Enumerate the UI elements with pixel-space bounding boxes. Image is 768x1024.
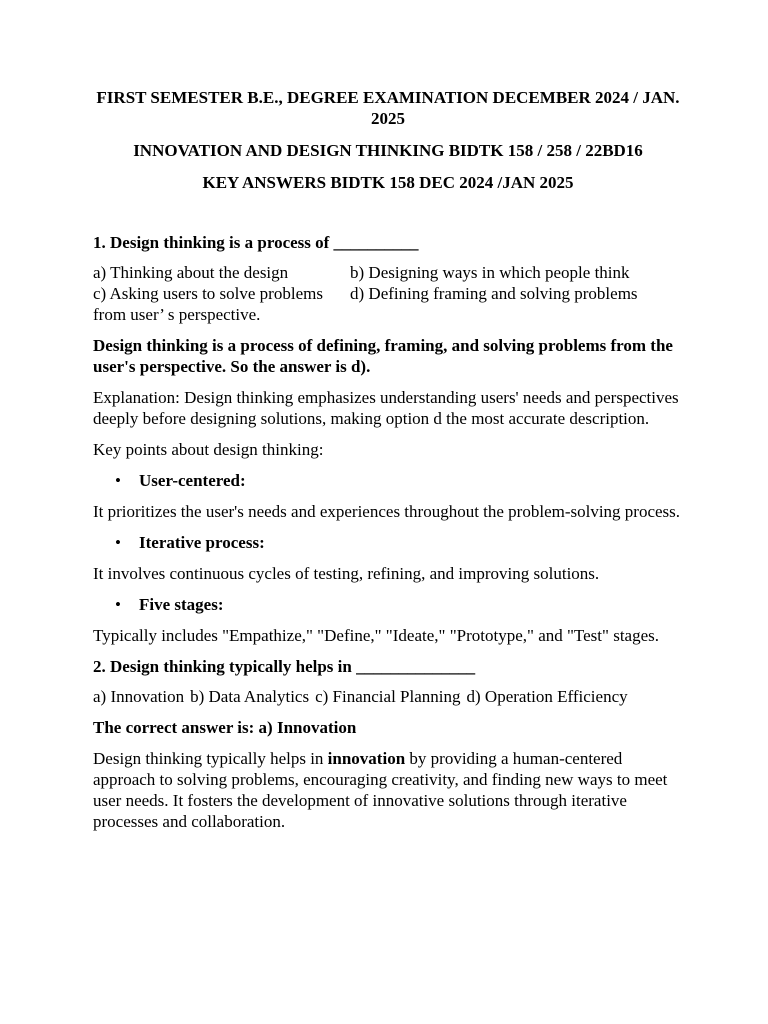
question-1-answer: Design thinking is a process of defining, framing, and solving problems from the user's perspective. So the answer is d). <box>93 336 673 376</box>
options-row-2 <box>93 283 683 304</box>
option-d-continuation: from user’ s perspective. <box>93 305 261 324</box>
option-c: c) Asking users to solve problems <box>93 284 323 303</box>
key-point-title: • Iterative process: <box>115 533 265 552</box>
bullet-icon: • <box>115 595 121 614</box>
bullet-icon: • <box>115 471 121 490</box>
question-2-answer: The correct answer is: a) Innovation <box>93 718 357 737</box>
innovation-emphasis: innovation <box>327 749 406 768</box>
key-point-text: Typically includes "Empathize," "Define," "Ideate," "Prototype," and "Test" stages. <box>93 626 659 645</box>
course-title: INNOVATION AND DESIGN THINKING BIDTK 158 / 258 / 22BD16 <box>133 141 643 160</box>
question-2-explanation: Design thinking typically helps in innovation by providing a human-centered approach to solving problems, encouraging creativity, and finding new ways to meet user needs. It fosters the development of innovative solutions through iterative processes and collaboration. <box>93 749 668 831</box>
option-b: b) Designing ways in which people think <box>350 263 630 282</box>
key-points-intro: Key points about design thinking: <box>93 440 324 459</box>
question-1-options <box>93 262 683 325</box>
key-answers-title: KEY ANSWERS BIDTK 158 DEC 2024 /JAN 2025 <box>202 173 574 192</box>
exam-title: FIRST SEMESTER B.E., DEGREE EXAMINATION DECEMBER 2024 / JAN. 2025 <box>96 88 680 128</box>
question-1-explanation: Explanation: Design thinking emphasizes understanding users' needs and perspectives deeply before designing solutions, making option d the most accurate description. <box>93 388 679 428</box>
option-d: d) Operation Efficiency <box>466 687 628 706</box>
key-point-title: • User-centered: <box>115 471 246 490</box>
option-a: a) Thinking about the design <box>93 263 289 282</box>
bullet-icon: • <box>115 533 121 552</box>
key-point-text: It involves continuous cycles of testing, refining, and improving solutions. <box>93 564 600 583</box>
option-d: d) Defining framing and solving problems <box>350 284 638 303</box>
question-2: 2. Design thinking typically helps in ______________ <box>93 657 476 676</box>
option-c: c) Financial Planning <box>315 687 461 706</box>
key-point-text: It prioritizes the user's needs and experiences throughout the problem-solving process. <box>93 502 681 521</box>
question-2-options <box>93 686 683 707</box>
option-a: a) Innovation <box>93 687 185 706</box>
question-1: 1. Design thinking is a process of __________ <box>93 233 419 252</box>
options-row-1 <box>93 262 683 283</box>
key-point-title: • Five stages: <box>115 595 224 614</box>
option-b: b) Data Analytics <box>190 687 310 706</box>
document-page <box>93 87 683 842</box>
